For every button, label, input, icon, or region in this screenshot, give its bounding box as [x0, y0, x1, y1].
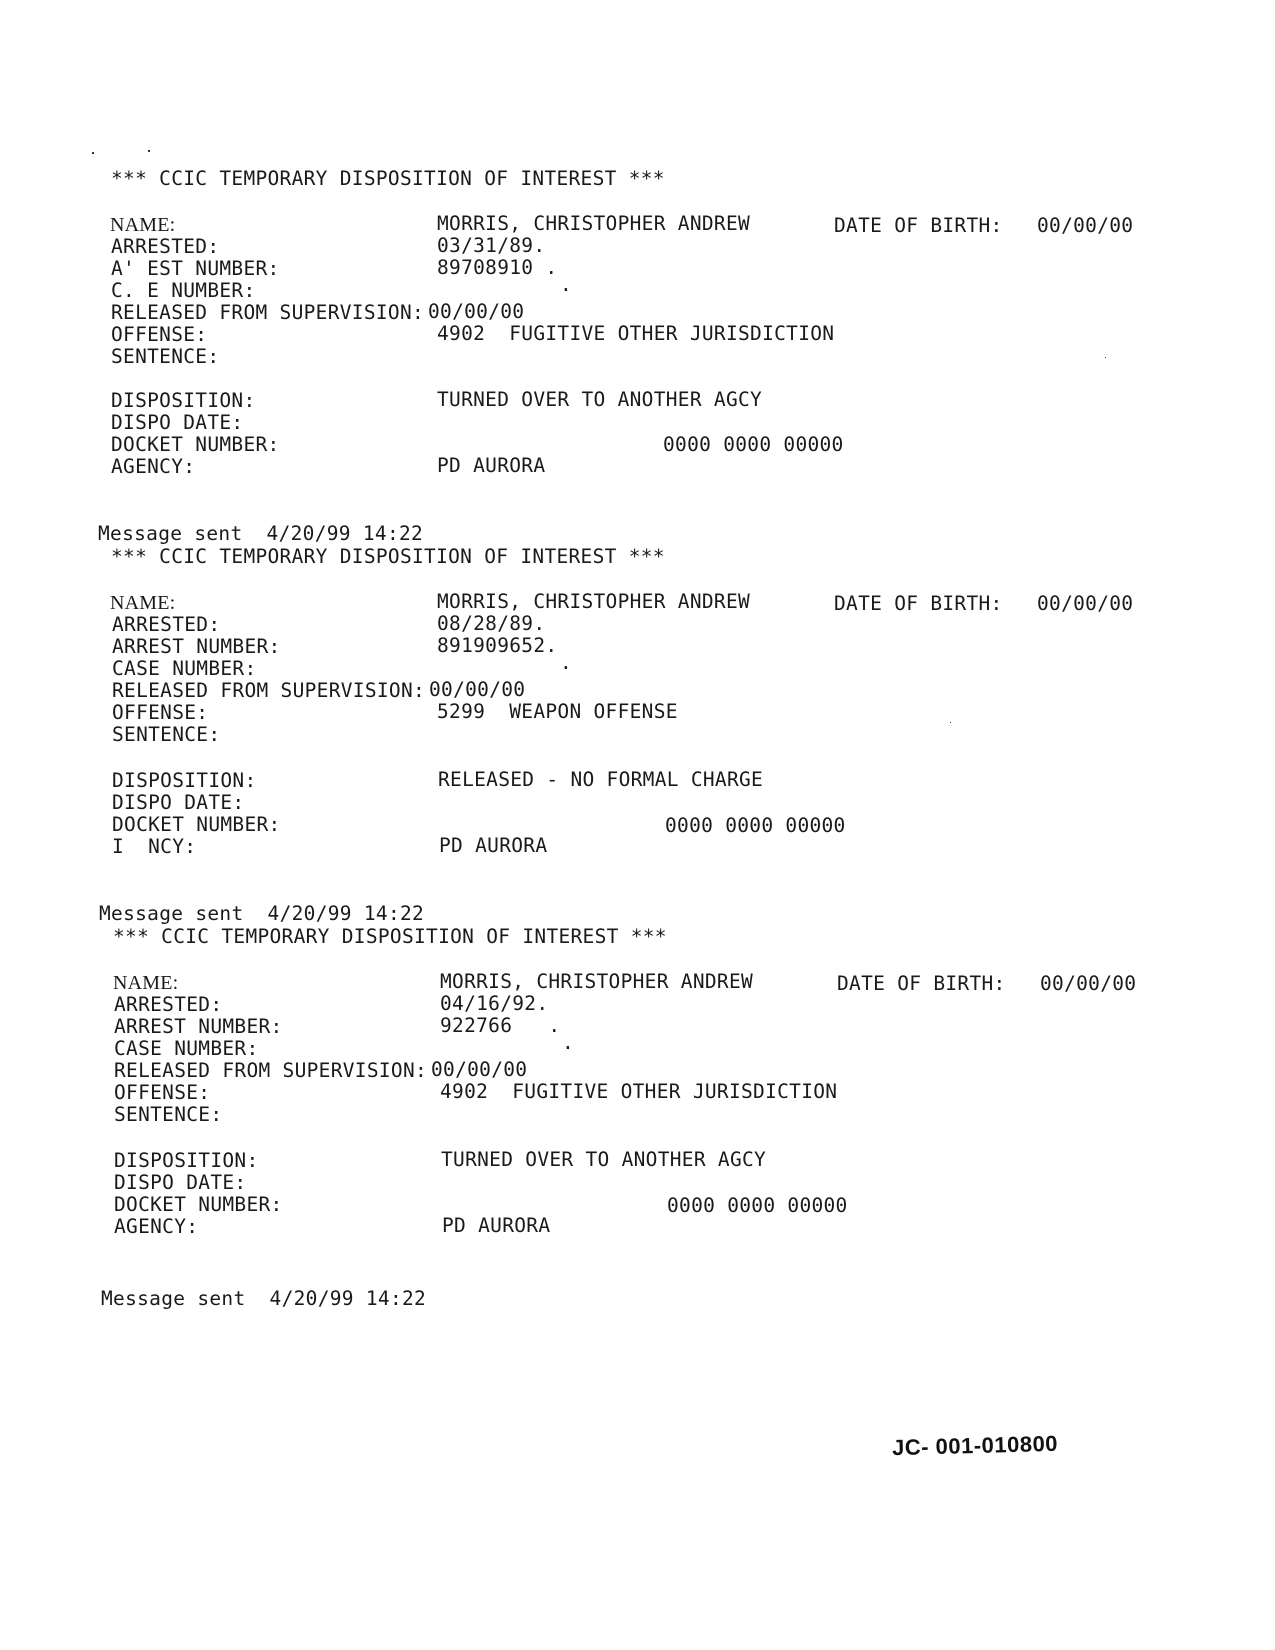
scan-speck	[92, 152, 94, 154]
offense-label: OFFENSE:	[112, 701, 209, 724]
docket-number-label: DOCKET NUMBER:	[112, 813, 281, 836]
offense-value: 4902 FUGITIVE OTHER JURISDICTION	[437, 322, 835, 345]
dob-value: 00/00/00	[1037, 592, 1134, 615]
agency-label: I NCY:	[112, 835, 197, 858]
case-number-label: CASE NUMBER:	[114, 1037, 259, 1060]
case-number-label: CASE NUMBER:	[112, 657, 257, 680]
scan-speck	[148, 150, 150, 152]
bates-number: JC- 001-010800	[891, 1430, 1059, 1461]
name-label: NAME:	[110, 592, 176, 614]
agency-value: PD AURORA	[439, 834, 548, 857]
docket-number-value: 0000 0000 00000	[665, 814, 846, 837]
message-sent: Message sent 4/20/99 14:22	[99, 902, 425, 925]
name-value: MORRIS, CHRISTOPHER ANDREW	[437, 590, 751, 613]
disposition-value: TURNED OVER TO ANOTHER AGCY	[437, 388, 763, 411]
case-number-value: .	[560, 651, 573, 674]
scan-speck	[950, 722, 951, 723]
sentence-label: SENTENCE:	[114, 1103, 223, 1126]
released-value: 00/00/00	[429, 678, 526, 701]
dispo-date-label: DISPO DATE:	[112, 791, 245, 814]
dispo-date-label: DISPO DATE:	[114, 1171, 247, 1194]
arrest-number-value: 891909652.	[437, 634, 558, 657]
released-label: RELEASED FROM SUPERVISION:	[111, 301, 425, 324]
scan-speck	[1105, 357, 1106, 358]
agency-value: PD AURORA	[437, 454, 546, 477]
case-number-label: C. E NUMBER:	[111, 279, 256, 302]
dob-label: DATE OF BIRTH:	[834, 592, 1003, 615]
arrest-number-label: A' EST NUMBER:	[111, 257, 280, 280]
disposition-label: DISPOSITION:	[112, 769, 257, 792]
dob-value: 00/00/00	[1037, 214, 1134, 237]
arrest-number-label: ARREST NUMBER:	[114, 1015, 283, 1038]
disposition-value: RELEASED - NO FORMAL CHARGE	[438, 768, 764, 791]
disposition-value: TURNED OVER TO ANOTHER AGCY	[441, 1148, 767, 1171]
agency-label: AGENCY:	[111, 455, 196, 478]
docket-number-label: DOCKET NUMBER:	[111, 433, 280, 456]
arrest-number-value: 922766 .	[440, 1014, 561, 1037]
case-number-value: .	[562, 1031, 575, 1054]
arrested-label: ARRESTED:	[111, 235, 220, 258]
record-heading: *** CCIC TEMPORARY DISPOSITION OF INTEREST ***	[111, 167, 665, 190]
agency-label: AGENCY:	[114, 1215, 199, 1238]
record-heading: *** CCIC TEMPORARY DISPOSITION OF INTEREST ***	[111, 545, 665, 568]
agency-value: PD AURORA	[442, 1214, 551, 1237]
case-number-value: .	[560, 273, 573, 296]
dob-value: 00/00/00	[1040, 972, 1137, 995]
dob-label: DATE OF BIRTH:	[834, 214, 1003, 237]
arrested-label: ARRESTED:	[114, 993, 223, 1016]
arrest-number-value: 89708910 .	[437, 256, 558, 279]
offense-label: OFFENSE:	[111, 323, 208, 346]
released-value: 00/00/00	[428, 300, 525, 323]
dispo-date-label: DISPO DATE:	[111, 411, 244, 434]
docket-number-value: 0000 0000 00000	[663, 433, 844, 456]
released-label: RELEASED FROM SUPERVISION:	[112, 679, 426, 702]
record-heading: *** CCIC TEMPORARY DISPOSITION OF INTEREST ***	[113, 925, 667, 948]
name-value: MORRIS, CHRISTOPHER ANDREW	[440, 970, 754, 993]
name-label: NAME:	[113, 972, 179, 994]
docket-number-label: DOCKET NUMBER:	[114, 1193, 283, 1216]
offense-value: 5299 WEAPON OFFENSE	[437, 700, 678, 723]
released-value: 00/00/00	[431, 1058, 528, 1081]
message-sent: Message sent 4/20/99 14:22	[101, 1287, 427, 1310]
disposition-label: DISPOSITION:	[111, 389, 256, 412]
arrested-value: 04/16/92.	[440, 992, 549, 1015]
sentence-label: SENTENCE:	[112, 723, 221, 746]
offense-label: OFFENSE:	[114, 1081, 211, 1104]
docket-number-value: 0000 0000 00000	[667, 1194, 848, 1217]
arrest-number-label: ARREST NUMBER:	[112, 635, 281, 658]
arrested-label: ARRESTED:	[112, 613, 221, 636]
disposition-label: DISPOSITION:	[114, 1149, 259, 1172]
sentence-label: SENTENCE:	[111, 345, 220, 368]
arrested-value: 03/31/89.	[437, 234, 546, 257]
name-value: MORRIS, CHRISTOPHER ANDREW	[437, 212, 751, 235]
arrested-value: 08/28/89.	[437, 612, 546, 635]
name-label: NAME:	[110, 214, 176, 236]
offense-value: 4902 FUGITIVE OTHER JURISDICTION	[440, 1080, 838, 1103]
dob-label: DATE OF BIRTH:	[837, 972, 1006, 995]
released-label: RELEASED FROM SUPERVISION:	[114, 1059, 428, 1082]
message-sent: Message sent 4/20/99 14:22	[98, 522, 424, 545]
